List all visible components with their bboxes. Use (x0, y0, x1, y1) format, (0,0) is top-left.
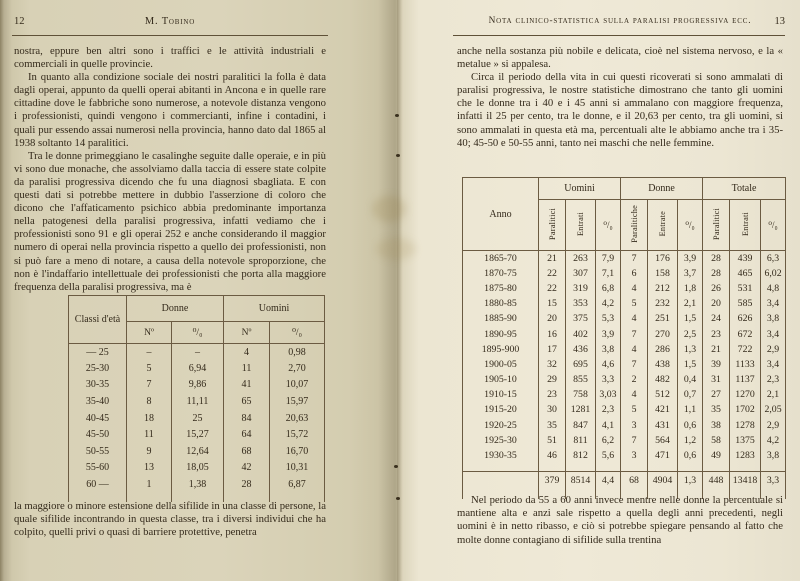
table-cell: 0,7 (678, 387, 703, 402)
table-cell: 20 (539, 311, 566, 326)
table-cell: 5 (127, 360, 172, 377)
table-cell: 1905-10 (484, 374, 517, 386)
table-cell: 10,07 (270, 377, 325, 394)
table-cell: 512 (648, 387, 678, 402)
table-cell: 3,9 (596, 326, 621, 341)
table-cell: 4,2 (761, 433, 786, 448)
table-cell: 21 (539, 251, 566, 266)
table-cell: 4 (224, 344, 270, 361)
table-cell: 4 (621, 281, 648, 296)
table-cell: 8 (127, 393, 172, 410)
table-cell: 3,3 (761, 471, 786, 489)
table-cell: 17 (539, 342, 566, 357)
table-cell: 1880-85 (484, 298, 517, 310)
table-cell: 421 (648, 402, 678, 417)
table-cell: 319 (566, 281, 596, 296)
table-cell: 12,64 (172, 443, 224, 460)
table-cell: 38 (703, 418, 730, 433)
left-running-header: M. Tobino (144, 16, 196, 27)
table-cell: 35 (703, 402, 730, 417)
table-row (69, 476, 325, 493)
table-cell: 30-35 (85, 379, 110, 391)
table-cell: 16 (539, 326, 566, 341)
yearly-table-body (463, 251, 786, 464)
subheader-label: Paralitici (711, 207, 721, 240)
table-cell: 232 (648, 296, 678, 311)
table-cell: 1915-20 (484, 404, 517, 416)
table-cell: 3,8 (761, 311, 786, 326)
table-cell: 1,3 (678, 342, 703, 357)
table-cell: 68 (621, 471, 648, 489)
table-row (463, 311, 786, 326)
table-cell: 1 (127, 476, 172, 493)
table-cell (703, 463, 730, 471)
table-cell: 11 (127, 426, 172, 443)
table-total-row (463, 471, 786, 489)
subheader-label: Paralitici (547, 207, 557, 240)
group-header-donne: Donne (127, 296, 224, 322)
table-cell: 2,9 (761, 342, 786, 357)
table-cell: 21 (703, 342, 730, 357)
left-page-header (14, 16, 326, 27)
table-cell: 695 (566, 357, 596, 372)
table-cell: 263 (566, 251, 596, 266)
table-cell: 7 (621, 433, 648, 448)
paragraph: In quanto alla condizione sociale dei nostri paralitici la folla è data dagli operai, appunto da quelli operai abitanti in Ancona e in quelle rare cittadine dove le fabbriche sono numerose, a notevole distanza vengono i professionisti, quindi vengono i commercianti, infine i contadini, i quali pur essendo assai numerosi nella provincia, hanno dato dal 1865 al 1938 soltanto 14 paralitici. (14, 71, 326, 149)
table-cell: 31 (703, 372, 730, 387)
table-cell: 6 (621, 266, 648, 281)
table-cell: 672 (730, 326, 761, 341)
table-row (463, 251, 786, 266)
table-row (463, 387, 786, 402)
table-cell: 15 (539, 296, 566, 311)
table-cell: 2 (621, 372, 648, 387)
paragraph: Tra le donne primeggiano le casalinghe seguite dalle operaie, e in più vi sono due monache, che assolviamo dalla taccia di essere state colpite da paralisi progressiva dicendo che fu una diagnosi sbagliata. E con questi dati si potrebbe mettere in dubbio l'asserzione di coloro che dicono che l'affaticamento psichico abbia predominante importanza nella patogenesi della paralisi progressiva, infatti vediamo che i professionisti sono 91 e gli operai 252 e anche considerando il maggior numero di operai nella provincia rispetto a quello dei professionisti, non si può fare a meno di notare, a causa della notevole sproporzione, che non è l'indaffario intellettuale dei professionisti che porta alla maggiore frequenza della paralisi progressiva, ma è (14, 149, 326, 293)
table-cell: 60 — (86, 479, 109, 491)
table-cell: 1,2 (678, 433, 703, 448)
table-cell: 4 (621, 342, 648, 357)
right-page-header (455, 16, 785, 26)
binding-stitch (396, 497, 400, 500)
age-class-table-body (69, 344, 325, 493)
table-cell: — 25 (86, 346, 109, 358)
subheader-label: Entrati (576, 211, 585, 236)
table-cell: 4 (621, 311, 648, 326)
table-cell: 6,94 (172, 360, 224, 377)
table-cell: 58 (703, 433, 730, 448)
table-cell: 8514 (566, 471, 596, 489)
table-cell: 28 (703, 266, 730, 281)
group-header-donne: Donne (621, 178, 703, 200)
table-cell: 5,3 (596, 311, 621, 326)
table-cell: 4 (621, 387, 648, 402)
table-row (463, 372, 786, 387)
subheader-percent: ⁰/₀ (172, 322, 224, 344)
yearly-table-header (463, 178, 786, 251)
table-cell: 2,05 (761, 402, 786, 417)
table-cell: 18,05 (172, 460, 224, 477)
table-row (463, 326, 786, 341)
subheader-percent: ⁰/₀ (270, 322, 325, 344)
table-row (69, 360, 325, 377)
table-cell: 375 (566, 311, 596, 326)
table-cell: 1702 (730, 402, 761, 417)
table-cell: 307 (566, 266, 596, 281)
table-cell: 564 (648, 433, 678, 448)
binding-stitch (396, 154, 400, 157)
table-cell: 0,98 (270, 344, 325, 361)
table-cell: 3,9 (678, 251, 703, 266)
table-cell: 431 (648, 418, 678, 433)
subheader-label: Entrati (740, 211, 750, 236)
table-cell: – (127, 344, 172, 361)
table-cell: 7 (127, 377, 172, 394)
table-cell: 379 (539, 471, 566, 489)
table-cell: 3 (621, 418, 648, 433)
group-header-uomini: Uomini (224, 296, 325, 322)
table-cell: 45-50 (85, 429, 110, 441)
table-cell: 22 (539, 281, 566, 296)
table-cell: 438 (648, 357, 678, 372)
table-cell: 7 (621, 326, 648, 341)
subheader-paralitici (539, 200, 566, 251)
table-cell: 722 (730, 342, 761, 357)
table-row (69, 410, 325, 427)
table-cell: 39 (703, 357, 730, 372)
table-cell: 3,3 (596, 372, 621, 387)
table-cell: 18 (127, 410, 172, 427)
table-cell: 4,4 (596, 471, 621, 489)
table-cell: 15,27 (172, 426, 224, 443)
table-cell: 2,1 (678, 296, 703, 311)
table-cell: 6,8 (596, 281, 621, 296)
table-cell: 531 (730, 281, 761, 296)
table-cell: 1900-05 (484, 358, 517, 370)
table-cell: 448 (703, 471, 730, 489)
table-cell: 6,3 (761, 251, 786, 266)
subheader-entrati (730, 200, 761, 251)
table-cell: 1920-25 (484, 419, 517, 431)
paragraph: anche nella sostanza più nobile e delicata, cioè nel sistema nervoso, e la « metalue » si appalesa. (457, 45, 783, 71)
table-cell (730, 463, 761, 471)
table-cell: 6,87 (270, 476, 325, 493)
table-cell: 20,63 (270, 410, 325, 427)
table-cell: 2,70 (270, 360, 325, 377)
subheader-entrate (648, 200, 678, 251)
left-footer-paragraph: la maggiore o minore estensione della sifilide in una classe di persone, la quale sifilide incontrando in questa classe, tra i diversi individui che ha colpito, quelli privi o quasi di barriere protettive, penetra (14, 500, 326, 539)
table-cell: 28 (224, 476, 270, 493)
table-cell: 35 (539, 418, 566, 433)
subheader-percent: ⁰/₀ (596, 200, 621, 251)
table-row (69, 377, 325, 394)
table-row (69, 460, 325, 477)
table-cell: 212 (648, 281, 678, 296)
table-cell: 436 (566, 342, 596, 357)
column-header-classi-eta: Classi d'età (69, 296, 127, 344)
table-cell (678, 463, 703, 471)
table-cell: 15,97 (270, 393, 325, 410)
right-body-text (457, 45, 783, 173)
table-cell: 482 (648, 372, 678, 387)
table-cell (648, 463, 678, 471)
column-header-anno: Anno (463, 178, 539, 251)
group-header-totale: Totale (703, 178, 786, 200)
table-cell: 24 (703, 311, 730, 326)
table-cell: 20 (703, 296, 730, 311)
table-row (463, 357, 786, 372)
table-cell: 847 (566, 418, 596, 433)
table-cell: 26 (703, 281, 730, 296)
table-cell: 22 (539, 266, 566, 281)
table-cell: 23 (539, 387, 566, 402)
table-row (69, 344, 325, 361)
table-cell: 16,70 (270, 443, 325, 460)
table-cell (566, 463, 596, 471)
table-cell (463, 471, 539, 489)
table-cell: 7 (621, 251, 648, 266)
table-cell (463, 463, 539, 471)
table-cell: 3,4 (761, 326, 786, 341)
table-row (463, 448, 786, 463)
table-cell: 1910-15 (484, 389, 517, 401)
table-cell: 758 (566, 387, 596, 402)
table-row (463, 281, 786, 296)
table-cell: 7 (621, 357, 648, 372)
table-cell: 251 (648, 311, 678, 326)
table-cell: 32 (539, 357, 566, 372)
table-cell: 84 (224, 410, 270, 427)
table-cell: 50-55 (85, 445, 110, 457)
table-cell: 1270 (730, 387, 761, 402)
table-cell: 855 (566, 372, 596, 387)
table-cell: 812 (566, 448, 596, 463)
table-cell: 23 (703, 326, 730, 341)
table-cell: 10,31 (270, 460, 325, 477)
table-cell (539, 463, 566, 471)
left-header-rule (12, 35, 328, 36)
table-cell: 9 (127, 443, 172, 460)
left-page (0, 0, 397, 581)
table-cell: 286 (648, 342, 678, 357)
table-cell: 35-40 (85, 396, 110, 408)
left-body-text (14, 45, 326, 295)
table-cell: 42 (224, 460, 270, 477)
right-running-header: Nota clinico-statistica sulla paralisi progressiva ecc. (488, 16, 752, 26)
table-cell: 4904 (648, 471, 678, 489)
table-cell: 1875-80 (484, 282, 517, 294)
table-cell: 465 (730, 266, 761, 281)
table-cell: 353 (566, 296, 596, 311)
yearly-statistics-table (462, 177, 786, 499)
table-cell: 1930-35 (484, 450, 517, 462)
table-cell: 7,1 (596, 266, 621, 281)
table-cell: 0,6 (678, 448, 703, 463)
table-cell: 1,5 (678, 357, 703, 372)
table-cell: 49 (703, 448, 730, 463)
table-cell: 9,86 (172, 377, 224, 394)
table-cell: 68 (224, 443, 270, 460)
table-cell: 1137 (730, 372, 761, 387)
table-cell: 65 (224, 393, 270, 410)
table-cell: 3,8 (596, 342, 621, 357)
table-cell: 439 (730, 251, 761, 266)
table-cell: 30 (539, 402, 566, 417)
table-cell: 11 (224, 360, 270, 377)
subheader-label: Entrate (658, 210, 668, 237)
table-cell: 41 (224, 377, 270, 394)
table-cell: 5 (621, 402, 648, 417)
table-cell: 46 (539, 448, 566, 463)
table-cell: 0,6 (678, 418, 703, 433)
table-cell: 471 (648, 448, 678, 463)
table-cell: 1375 (730, 433, 761, 448)
table-spacer-row (463, 463, 786, 471)
table-cell: 64 (224, 426, 270, 443)
table-cell: 29 (539, 372, 566, 387)
subheader-paralitiche (621, 200, 648, 251)
table-cell: 6,2 (596, 433, 621, 448)
table-cell: 585 (730, 296, 761, 311)
table-cell: 3,8 (761, 448, 786, 463)
paragraph: Circa il periodo della vita in cui questi ricoverati si sono ammalati di paralisi progressiva, le nostre statistiche dimostrano che tanto gli uomini che le donne tra i 40 e i 45 anni si ammalano con maggiore frequenza, infatti il 25 per cento, tra le donne, e il 20,63 per cento, tra gli uomini, si sono ammalati in questa età ma, percentuali alte le abbiamo anche tra i 35-40; 45-50 e 50-55 anni, tanto nei maschi che nelle femmine. (457, 71, 783, 149)
table-cell: 28 (703, 251, 730, 266)
binding-stitch (395, 114, 399, 117)
table-row (69, 443, 325, 460)
table-cell: 1133 (730, 357, 761, 372)
right-page-number: 13 (774, 16, 785, 27)
table-cell: 1283 (730, 448, 761, 463)
table-cell: 4,6 (596, 357, 621, 372)
table-cell: 40-45 (85, 412, 110, 424)
table-cell (621, 463, 648, 471)
left-page-number: 12 (14, 16, 25, 27)
table-row (463, 433, 786, 448)
table-cell: 2,1 (761, 387, 786, 402)
table-row (69, 426, 325, 443)
table-cell: 15,72 (270, 426, 325, 443)
table-cell: 51 (539, 433, 566, 448)
table-cell: 1,1 (678, 402, 703, 417)
table-cell: 3,4 (761, 296, 786, 311)
subheader-label: Paralitiche (629, 204, 639, 243)
table-cell: 2,9 (761, 418, 786, 433)
table-row (463, 266, 786, 281)
table-cell: 1278 (730, 418, 761, 433)
table-cell: 2,3 (761, 372, 786, 387)
table-cell: – (172, 344, 224, 361)
subheader-numero: Nº (127, 322, 172, 344)
table-cell: 0,4 (678, 372, 703, 387)
table-row (463, 418, 786, 433)
table-cell: 1,8 (678, 281, 703, 296)
table-cell: 55-60 (85, 462, 110, 474)
subheader-numero: Nº (224, 322, 270, 344)
table-cell: 6,02 (761, 266, 786, 281)
table-cell: 176 (648, 251, 678, 266)
binding-stitch (394, 465, 398, 468)
table-cell: 4,8 (761, 281, 786, 296)
table-cell: 1,3 (678, 471, 703, 489)
table-cell: 1890-95 (484, 328, 517, 340)
table-cell: 5,6 (596, 448, 621, 463)
table-cell: 2,3 (596, 402, 621, 417)
right-footer-paragraph: Nel periodo da 55 a 60 anni invece mentre nelle donne la percentuale si mantiene alta e anzi sale rispetto a quella degli anni precedenti, negli uomini è in netto ribasso, e ciò si potrebbe spiegare pensando al fatto che molte donne contagiano di sifilide sulla trentina (457, 494, 783, 546)
table-cell: 2,5 (678, 326, 703, 341)
table-cell: 11,11 (172, 393, 224, 410)
table-cell (596, 463, 621, 471)
table-cell: 25 (172, 410, 224, 427)
table-row (463, 342, 786, 357)
right-page (397, 0, 800, 581)
table-cell: 13 (127, 460, 172, 477)
table-cell: 1870-75 (484, 267, 517, 279)
table-cell: 1885-90 (484, 313, 517, 325)
paragraph: nostra, eppure ben altri sono i traffici e le attività industriali e commerciali in quelle provincie. (14, 45, 326, 71)
table-row (69, 393, 325, 410)
subheader-percent: ⁰/₀ (678, 200, 703, 251)
table-cell: 4,1 (596, 418, 621, 433)
table-cell: 1865-70 (484, 252, 517, 264)
table-cell: 1,38 (172, 476, 224, 493)
table-cell: 158 (648, 266, 678, 281)
subheader-paralitici (703, 200, 730, 251)
table-cell: 1925-30 (484, 434, 517, 446)
table-cell: 7,9 (596, 251, 621, 266)
table-cell: 1895-900 (481, 343, 520, 355)
table-cell: 1281 (566, 402, 596, 417)
table-row (463, 402, 786, 417)
table-cell: 4,2 (596, 296, 621, 311)
table-cell: 5 (621, 296, 648, 311)
table-cell: 25-30 (85, 362, 110, 374)
table-cell: 811 (566, 433, 596, 448)
age-class-table (68, 295, 325, 502)
table-row (463, 296, 786, 311)
group-header-uomini: Uomini (539, 178, 621, 200)
table-cell: 3 (621, 448, 648, 463)
table-cell: 270 (648, 326, 678, 341)
table-cell: 27 (703, 387, 730, 402)
table-cell: 3,7 (678, 266, 703, 281)
table-cell: 626 (730, 311, 761, 326)
table-cell: 3,03 (596, 387, 621, 402)
subheader-entrati (566, 200, 596, 251)
table-cell: 402 (566, 326, 596, 341)
table-cell (761, 463, 786, 471)
age-class-table-header (69, 296, 325, 344)
right-header-rule (453, 35, 785, 36)
table-cell: 3,4 (761, 357, 786, 372)
table-cell: 1,5 (678, 311, 703, 326)
table-cell: 13418 (730, 471, 761, 489)
subheader-percent: ⁰/₀ (761, 200, 786, 251)
